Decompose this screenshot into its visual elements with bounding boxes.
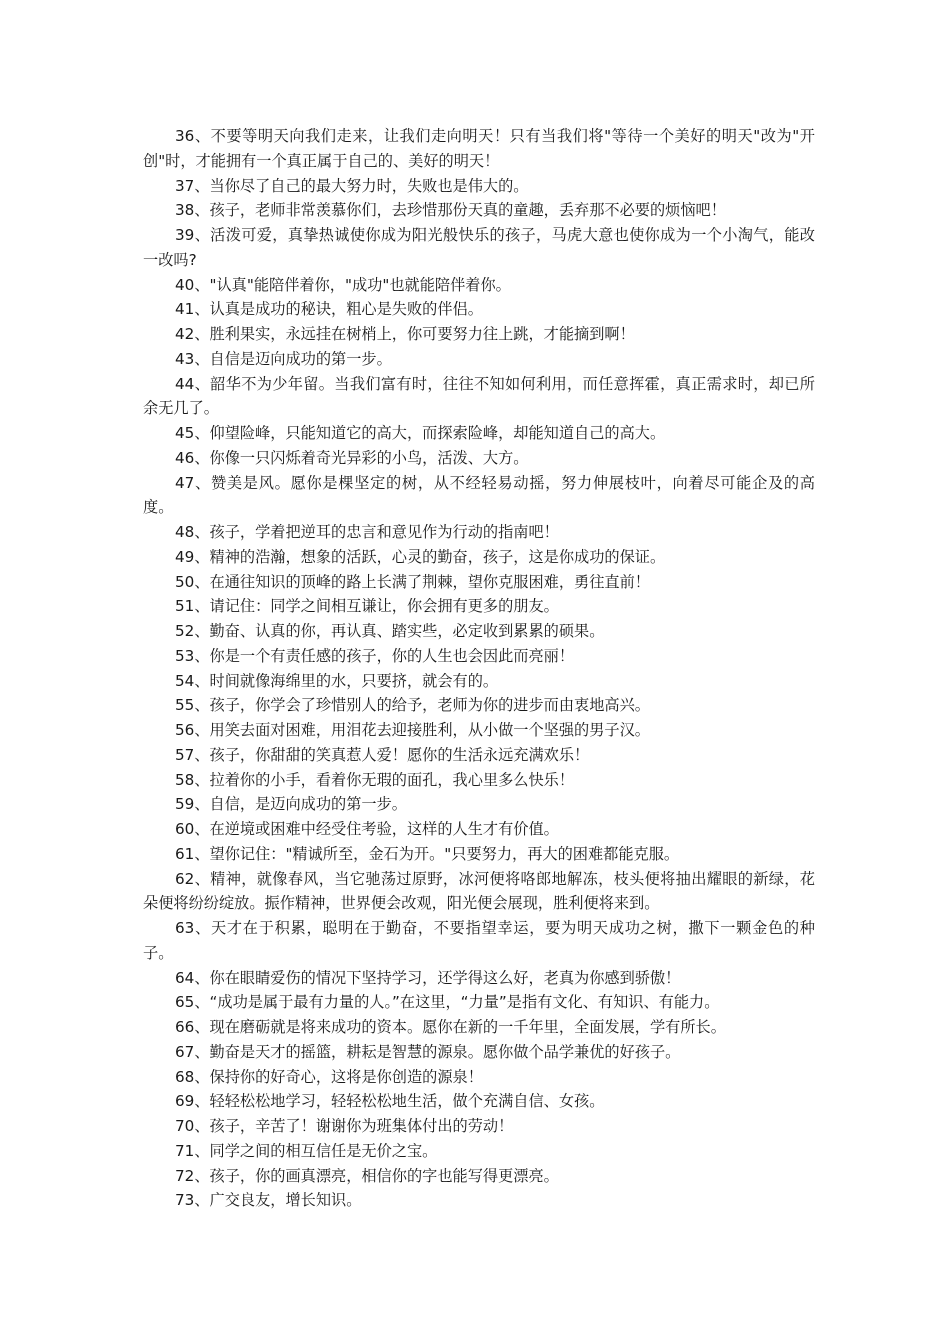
- paragraph-70: 70、孩子，辛苦了！谢谢你为班集体付出的劳动！: [175, 1117, 514, 1135]
- paragraph-73: 73、广交良友，增长知识。: [175, 1191, 362, 1210]
- paragraph-63: 63、天才在于积累，聪明在于勤奋，不要指望幸运，要为明天成功之树，撒下一颗金色的种子。: [143, 919, 815, 962]
- paragraph-46: 46、你像一只闪烁着奇光异彩的小鸟，活泼、大方。: [175, 448, 529, 467]
- paragraph-67: 67、勤奋是天才的摇篮，耕耘是智慧的源泉。愿你做个品学兼优的好孩子。: [175, 1042, 681, 1061]
- paragraph-68: 68、保持你的好奇心，这将是你创造的源泉！: [175, 1067, 483, 1086]
- paragraph-43: 43、自信是迈向成功的第一步。: [175, 349, 392, 368]
- paragraph-57: 57、孩子，你甜甜的笑真惹人爱！愿你的生活永远充满欢乐！: [175, 745, 590, 764]
- paragraph-62: 62、精神，就像春风，当它驰荡过原野，冰河便将咯郎地解冻，枝头便将抽出耀眼的新绿，花朵便将纷纷绽放。振作精神，世界便会改观，阳光便会展现，胜利便将来到。: [143, 869, 815, 913]
- paragraph-53: 53、你是一个有责任感的孩子，你的人生也会因此而亮丽！: [175, 646, 575, 665]
- paragraph-56: 56、用笑去面对困难，用泪花去迎接胜利，从小做一个坚强的男子汉。: [175, 721, 650, 739]
- paragraph-60: 60、在逆境或困难中经受住考验，这样的人生才有价值。: [175, 820, 559, 838]
- paragraph-50: 50、在通往知识的顶峰的路上长满了荆棘，望你克服困难，勇往直前！: [175, 572, 650, 591]
- paragraph-37: 37、当你尽了自己的最大努力时，失败也是伟大的。: [175, 176, 529, 195]
- paragraph-54: 54、时间就像海绵里的水，只要挤，就会有的。: [175, 671, 499, 690]
- paragraph-40: 40、"认真"能陪伴着你，"成功"也就能陪伴着你。: [175, 275, 511, 294]
- paragraph-71: 71、同学之间的相互信任是无价之宝。: [175, 1141, 438, 1160]
- paragraph-55: 55、孩子，你学会了珍惜别人的给予，老师为你的进步而由衷地高兴。: [175, 696, 650, 715]
- paragraph-64: 64、你在眼睛爱伤的情况下坚持学习，还学得这么好，老真为你感到骄傲！: [175, 968, 681, 987]
- paragraph-52: 52、勤奋、认真的你，再认真、踏实些，必定收到累累的硕果。: [175, 622, 605, 640]
- paragraph-39: 39、活泼可爱，真挚热诚使你成为阳光般快乐的孩子，马虎大意也使你成为一个小淘气，能改一改吗?: [143, 226, 815, 269]
- paragraph-61: 61、望你记住："精诚所至，金石为开。"只要努力，再大的困难都能克服。: [175, 844, 680, 863]
- paragraph-66: 66、现在磨砺就是将来成功的资本。愿你在新的一千年里，全面发展，学有所长。: [175, 1018, 726, 1036]
- paragraph-69: 69、轻轻松松地学习，轻轻松松地生活，做个充满自信、女孩。: [175, 1092, 605, 1111]
- paragraph-58: 58、拉着你的小手，看着你无瑕的面孔，我心里多么快乐！: [175, 770, 575, 789]
- paragraph-51: 51、请记住：同学之间相互谦让，你会拥有更多的朋友。: [175, 597, 559, 616]
- paragraph-48: 48、孩子，学着把逆耳的忠言和意见作为行动的指南吧！: [175, 523, 559, 541]
- paragraph-65: 65、“成功是属于最有力量的人。”在这里，“力量”是指有文化、有知识、有能力。: [175, 993, 720, 1012]
- paragraph-45: 45、仰望险峰，只能知道它的高大，而探索险峰，却能知道自己的高大。: [175, 424, 666, 442]
- paragraph-38: 38、孩子，老师非常羡慕你们，去珍惜那份天真的童趣，丢弃那不必要的烦恼吧！: [175, 201, 726, 220]
- paragraph-42: 42、胜利果实，永远挂在树梢上，你可要努力往上跳，才能摘到啊！: [175, 325, 635, 343]
- paragraph-47: 47、赞美是风。愿你是棵坚定的树，从不经轻易动摇，努力伸展枝叶，向着尽可能企及的高度。: [143, 473, 815, 517]
- document-body: [143, 124, 815, 1213]
- paragraph-36: 36、不要等明天向我们走来，让我们走向明天！只有当我们将"等待一个美好的明天"改为"开创"时，才能拥有一个真正属于自己的、美好的明天！: [143, 127, 815, 170]
- paragraph-44: 44、韶华不为少年留。当我们富有时，往往不知如何利用，而任意挥霍，真正需求时，却已所余无几了。: [143, 374, 815, 418]
- paragraph-41: 41、认真是成功的秘诀，粗心是失败的伴侣。: [175, 300, 483, 319]
- paragraph-72: 72、孩子，你的画真漂亮，相信你的字也能写得更漂亮。: [175, 1166, 559, 1185]
- paragraph-59: 59、自信，是迈向成功的第一步。: [175, 795, 407, 814]
- paragraph-49: 49、精神的浩瀚，想象的活跃，心灵的勤奋，孩子，这是你成功的保证。: [175, 547, 666, 566]
